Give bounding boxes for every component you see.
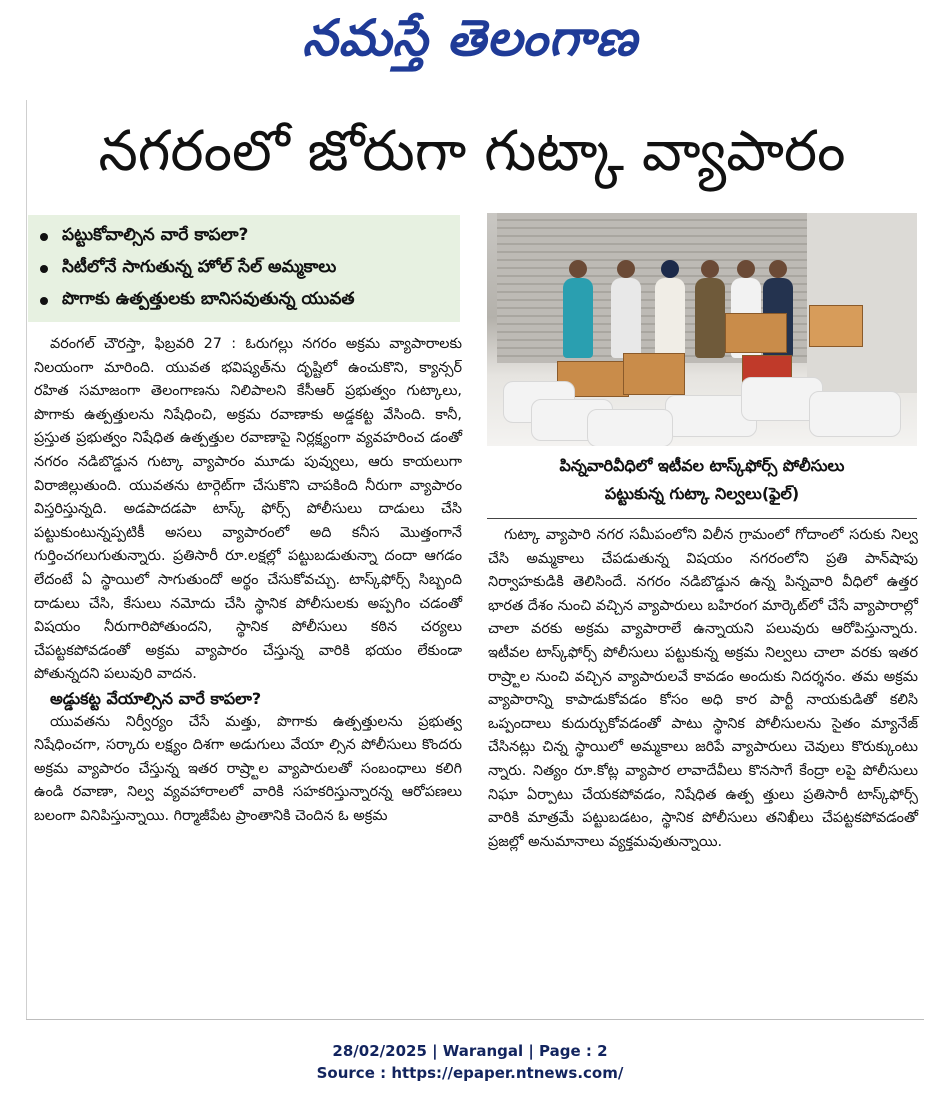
- photo-person: [563, 278, 593, 358]
- photo-person: [655, 278, 685, 358]
- photo-caption-line: పట్టుకున్న గుట్కా నిల్వలు(ఫైల్): [604, 484, 800, 503]
- bullet-icon: [40, 233, 48, 241]
- highlight-text: పట్టుకోవాల్సిన వారే కాపలా?: [62, 225, 249, 245]
- highlights-box: [28, 215, 460, 322]
- photo-carton: [623, 353, 685, 395]
- article-paragraph: వరంగల్ చౌరస్తా, ఫిబ్రవరి 27 : ఓరుగల్లు నగరం అక్రమ వ్యాపారాలకు నిలయంగా మారింది. యువత భవిష్యత్‌ను దృష్టిలో ఉంచుకొని, క్యాన్సర్ రహిత సమాజంగా తెలంగాణను నిలిపాలని కేసీఆర్ ప్రభుత్వం గుట్కాలు, పొగాకు ఉత్పత్తులను నిషేధించి, అక్రమ రవాణాకు అడ్డకట్ట వేసింది. కానీ, ప్రస్తుత ప్రభుత్వం నిషేధిత ఉత్పత్తుల రవాణాపై నిర్లక్ష్యంగా వ్యవహరించ డంతో నగరం నడిబొడ్డున గుట్కా వ్యాపారం మూడు పువ్వులు, ఆరు కాయలుగా విరాజిల్లుతుంది. యువతను టార్గెట్‌గా చేసుకొని చాపకింది నీరుగా వ్యాపారం విస్తరిస్తున్నది. అడపాదడపా టాస్క్ ఫోర్స్ పోలీసులు దాడులు చేసి పట్టుకుంటున్నప్పటికీ అసలు వ్యాపారంలో అది కనీస మొత్తంగానే గుర్తించగలుగుతున్నారు. ప్రతిసారీ రూ.లక్షల్లో పట్టుబడుతున్నా దందా ఆగడం లేదంటే ఏ స్థాయిలో సాగుతుందో అర్థం చేసుకోవచ్చు. టాస్క్‌ఫోర్స్ సిబ్బంది దాడులు చేసి, కేసులు నమోదు చేసి స్థానిక పోలీసులకు అప్పగిం చడంతో విషయం నీరుగారిపోతుందని, స్థానిక పోలీసులు కఠిన చర్యలు చేపట్టకపోవడంతో అక్రమ వ్యాపారం చేస్తున్న వారికి భయం లేకుండా పోతున్నదని పలువురి వాదన.: [34, 336, 462, 683]
- page-frame-bottom: [26, 1019, 924, 1020]
- article-column-right: [488, 524, 918, 1004]
- photo-caption: [487, 448, 917, 518]
- article-paragraph: గుట్కా వ్యాపారి నగర సమీపంలోని విలీన గ్రామంలో గోదాంలో సరుకు నిల్వ చేసి అమ్మకాలు చేపడుతున్న విషయం నగరంలోని ప్రతి పాన్‌షాపు నిర్వాహకుడికి తెలిసిందే. నగరం నడిబొడ్డున ఉన్న పిన్నవారి వీధిలో ఉత్తర భారత దేశం నుంచి వచ్చిన వ్యాపారులు బహిరంగ మార్కెట్‌లో చేసే వ్యాపారాల్లో చాలా వరకు అక్రమ వ్యాపారాలే ఉన్నాయని పలువురు ఆరోపిస్తున్నారు. ఇటీవల టాస్క్‌ఫోర్స్ పోలీసులు పట్టుకున్న అక్రమ నిల్వలు చాలా వరకు ఇతర రాష్ర్టాల నుంచి వచ్చిన వ్యాపారులవే కావడం అందుకు నిదర్శనం. తమ అక్రమ వ్యాపారాన్ని కాపాడుకోవడం కోసం అధి కార పార్టీ నాయకుడితో కలిసి ఒప్పందాలు కుదుర్చుకోవడంతో పాటు స్థానిక పోలీసులను సైతం మ్యానేజ్ చేసినట్లు చిన్న స్థాయిలో అమ్మకాలు జరిపే వ్యాపారులు చెవులు కొరుక్కుంటు న్నారు. నిత్యం రూ.కోట్ల వ్యాపార లావాదేవీలు కొనసాగే కేంద్రా లపై పోలీసులు నిఘా ఏర్పాటు చేయకపోవడం, నిషేధిత ఉత్ప త్తులు ప్రతిసారీ టాస్క్‌ఫోర్స్ వారికి మాత్రమే పట్టుబడటం, స్థానిక పోలీసులు తనిఖీలు చేపట్టకపోవడంతో ప్రజల్లో అనుమానాలు వ్యక్తమవుతున్నాయి.: [488, 527, 918, 850]
- highlight-item: [40, 221, 450, 253]
- caption-divider: [487, 518, 917, 519]
- bullet-icon: [40, 265, 48, 273]
- page-frame-left: [26, 100, 27, 1020]
- highlight-text: సిటీలోనే సాగుతున్న హోల్ సేల్ అమ్మకాలు: [62, 257, 337, 277]
- photo-caption-line: పిన్నవారివీధిలో ఇటీవల టాస్క్‌ఫోర్స్ పోలీసులు: [559, 456, 845, 475]
- bullet-icon: [40, 297, 48, 305]
- highlight-text: పొగాకు ఉత్పత్తులకు బానిసవుతున్న యువత: [62, 289, 355, 309]
- article-paragraph: యువతను నిర్వీర్యం చేసే మత్తు, పొగాకు ఉత్పత్తులను ప్రభుత్వ నిషేధించగా, సర్కారు లక్ష్యం దిశగా అడుగులు వేయా ల్సిన పోలీసులు కొందరు అక్రమ వ్యాపారం చేస్తున్న ఇతర రాష్ర్టాల వ్యాపారులతో సంబంధాలు కలిగి ఉండి రవాణా, నిల్వ వ్యవహారాలలో వారికి సహకరిస్తున్నారన్న ఆరోపణలు బలంగా వినిపిస్తున్నాయి. గిర్మాజీపేట ప్రాంతానికి చెందిన ఓ అక్రమ: [34, 713, 462, 824]
- footer-source-link[interactable]: Source : https://epaper.ntnews.com/: [316, 1064, 624, 1082]
- photo-carton: [725, 313, 787, 353]
- photo-sack: [809, 391, 901, 437]
- photo-sack: [587, 409, 673, 446]
- masthead-logo: నమస్తే తెలంగాణ: [302, 9, 638, 67]
- article-subheading: అడ్డుకట్ట వేయాల్సిన వారే కాపలా?: [50, 688, 262, 708]
- highlight-item: [40, 285, 450, 317]
- page-footer: [0, 1040, 940, 1084]
- photo-person: [695, 278, 725, 358]
- photo-carton: [809, 305, 863, 347]
- footer-edition-info: 28/02/2025 | Warangal | Page : 2: [332, 1042, 608, 1060]
- photo-wall: [807, 213, 917, 393]
- photo-person: [611, 278, 641, 358]
- article-column-left: [34, 333, 462, 1003]
- highlight-item: [40, 253, 450, 285]
- article-headline: నగరంలో జోరుగా గుట్కా వ్యాపారం: [98, 119, 846, 184]
- article-photo: [487, 213, 917, 446]
